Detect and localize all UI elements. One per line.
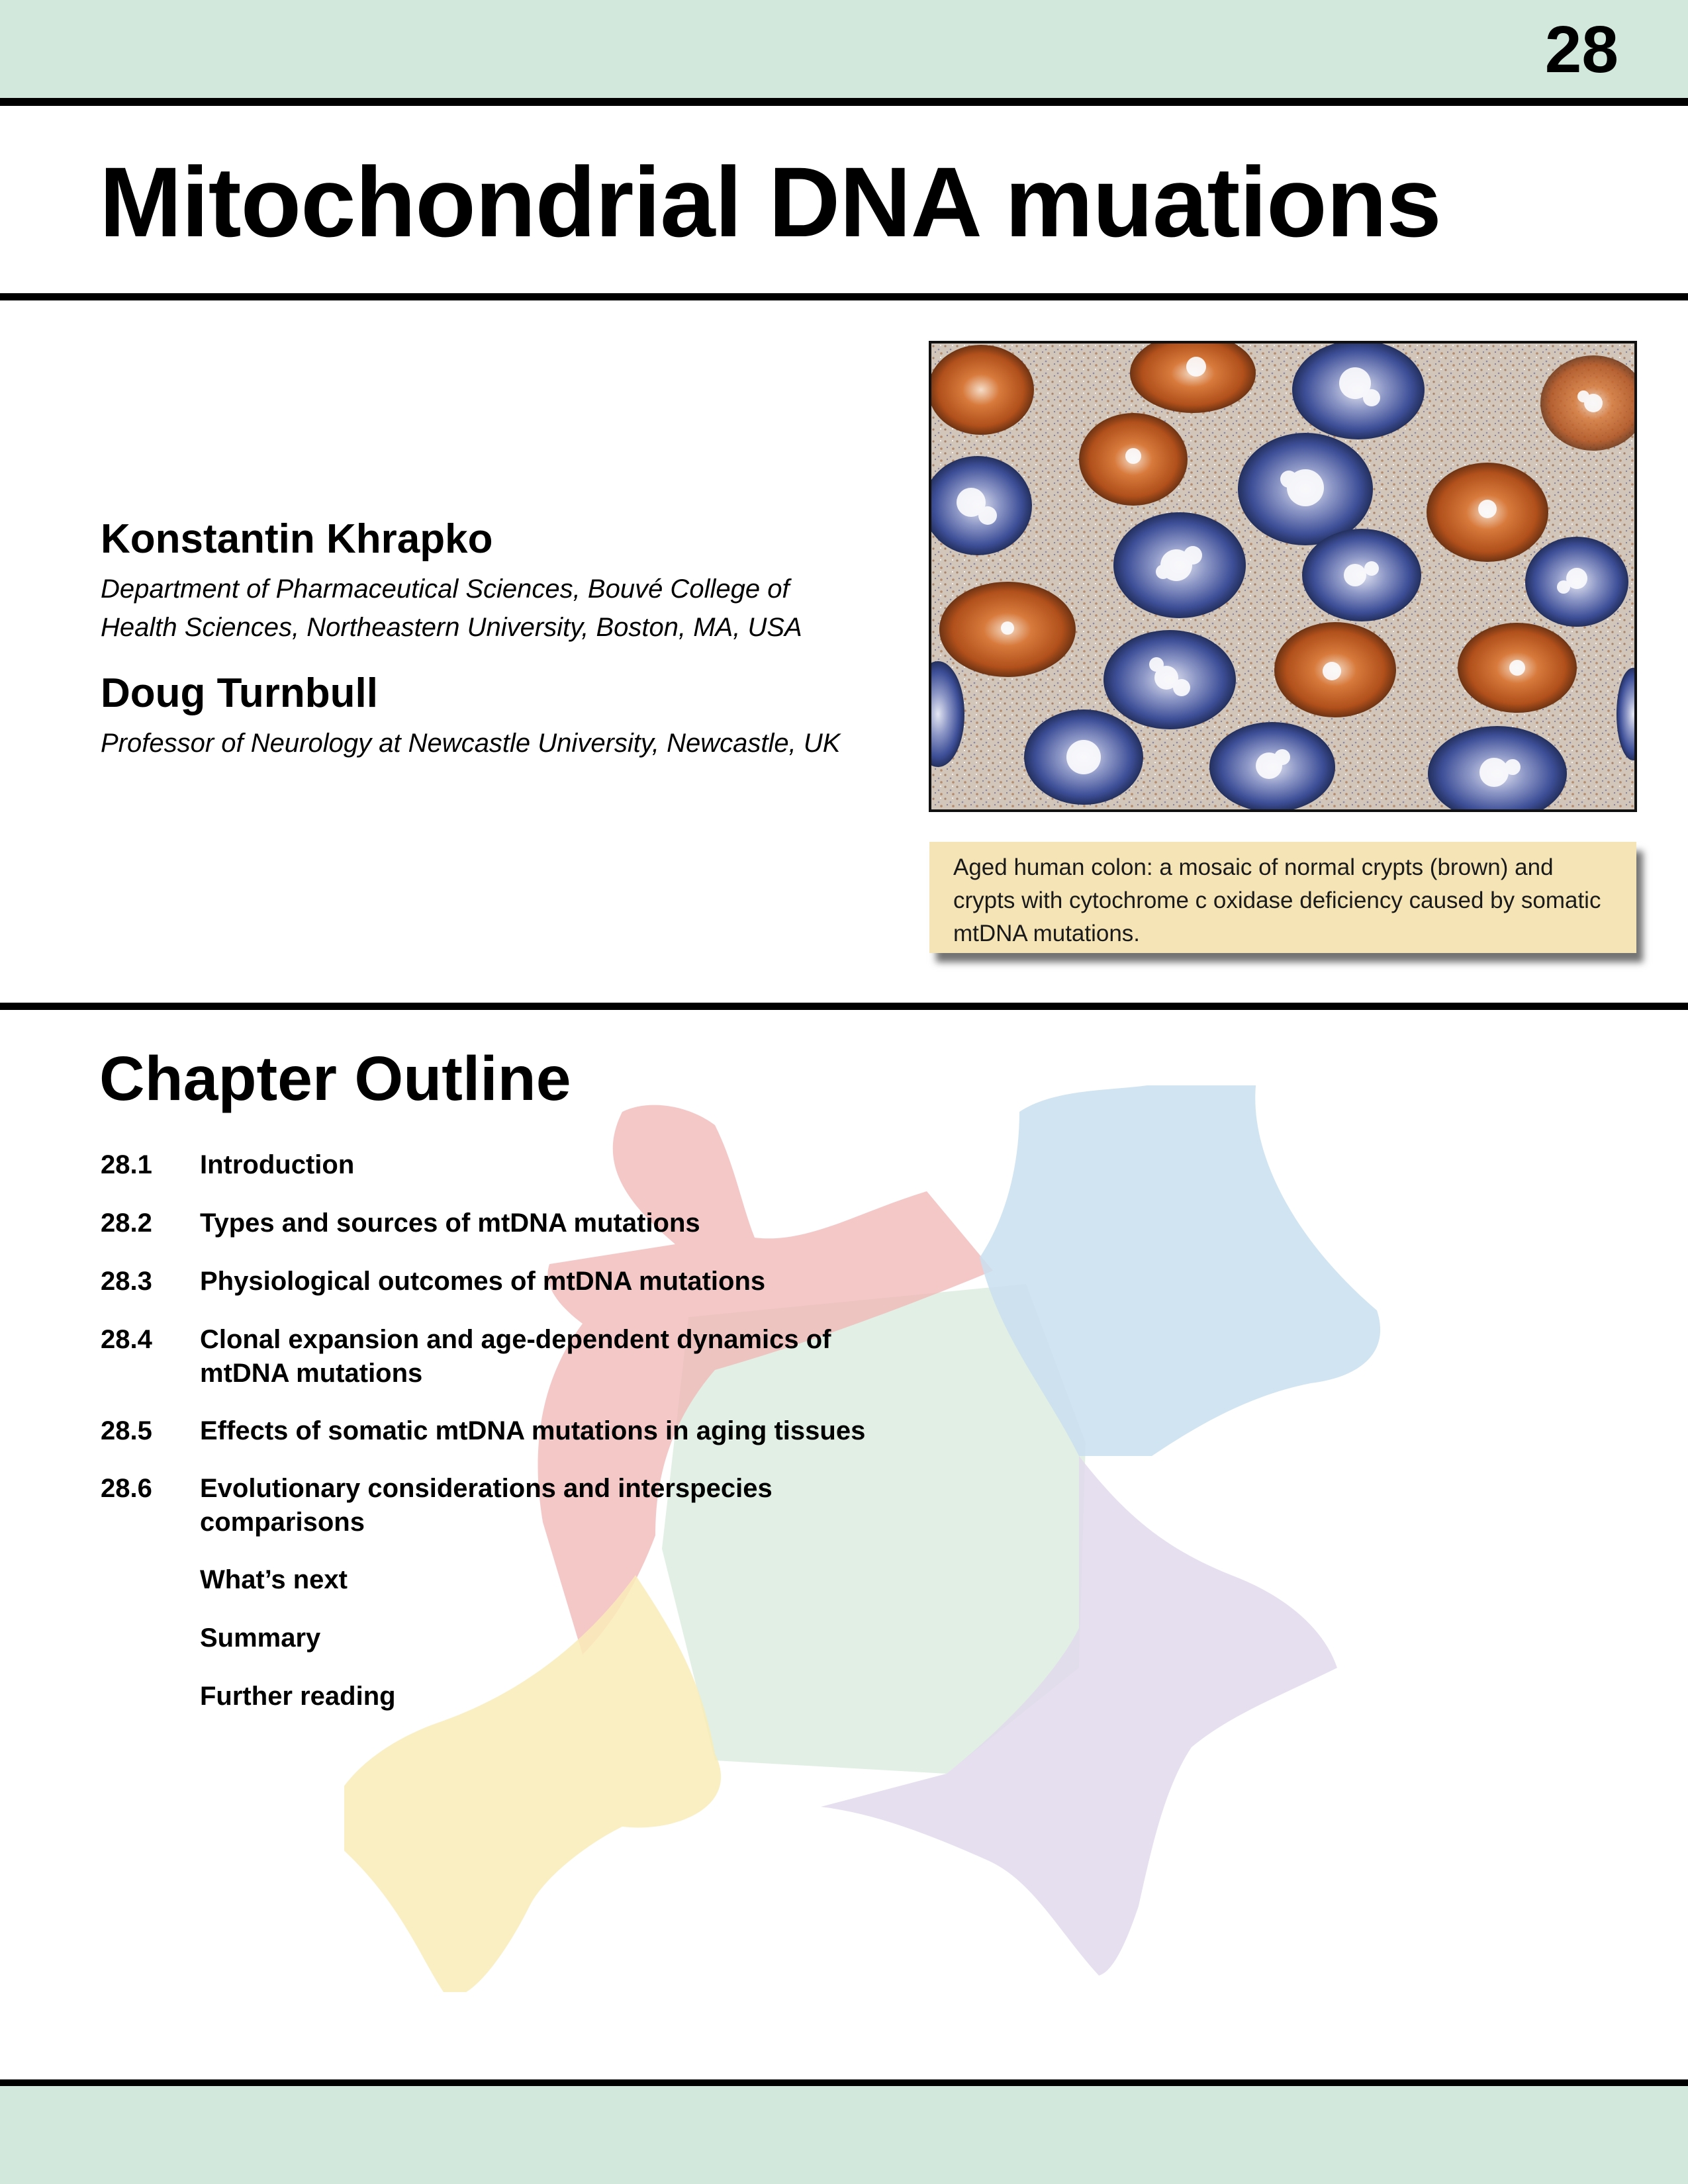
outline-label: Types and sources of mtDNA mutations bbox=[200, 1208, 700, 1238]
outline-item-28-3[interactable] bbox=[101, 1265, 882, 1298]
author-block-2 bbox=[101, 667, 855, 762]
outline-label: What’s next bbox=[200, 1565, 348, 1594]
outline-number: 28.3 bbox=[101, 1267, 152, 1296]
title-rule bbox=[0, 293, 1688, 300]
outline-label: Evolutionary considerations and interspecies comparisons bbox=[200, 1474, 773, 1537]
outline-label: Physiological outcomes of mtDNA mutations bbox=[200, 1267, 766, 1296]
outline-label: Clonal expansion and age-dependent dynamics of mtDNA mutations bbox=[200, 1325, 831, 1388]
outline-label: Summary bbox=[200, 1623, 321, 1653]
outline-number: 28.4 bbox=[101, 1325, 152, 1354]
chapter-outline-heading: Chapter Outline bbox=[99, 1044, 571, 1114]
header-rule bbox=[0, 98, 1688, 106]
author-name: Konstantin Khrapko bbox=[101, 516, 493, 562]
outline-item-28-1[interactable] bbox=[101, 1148, 882, 1182]
outline-item-summary[interactable] bbox=[101, 1621, 882, 1655]
author-affiliation: Professor of Neurology at Newcastle University, Newcastle, UK bbox=[101, 729, 841, 758]
footer-rule bbox=[0, 2079, 1688, 2086]
page-title: Mitochondrial DNA muations bbox=[99, 146, 1441, 257]
section-rule bbox=[0, 1003, 1688, 1010]
outline-number: 28.5 bbox=[101, 1416, 152, 1445]
outline-item-28-2[interactable] bbox=[101, 1206, 882, 1240]
outline-item-28-6[interactable] bbox=[101, 1472, 882, 1539]
author-name: Doug Turnbull bbox=[101, 670, 378, 716]
outline-number: 28.2 bbox=[101, 1208, 152, 1238]
outline-item-28-4[interactable] bbox=[101, 1323, 882, 1390]
outline-label: Introduction bbox=[200, 1150, 355, 1179]
chapter-outline-list bbox=[101, 1148, 882, 1713]
outline-number: 28.1 bbox=[101, 1150, 152, 1179]
chapter-number: 28 bbox=[1544, 13, 1618, 87]
outline-item-28-5[interactable] bbox=[101, 1414, 882, 1448]
figure-caption-text: Aged human colon: a mosaic of normal crypts (brown) and crypts with cytochrome c oxidase deficiency caused by somatic mtDNA mutations. bbox=[953, 854, 1601, 946]
outline-label: Further reading bbox=[200, 1682, 396, 1711]
outline-number: 28.6 bbox=[101, 1474, 152, 1503]
header-band bbox=[0, 0, 1688, 98]
colon-micrograph bbox=[929, 341, 1637, 812]
outline-item-further-reading[interactable] bbox=[101, 1680, 882, 1713]
outline-item-whats-next[interactable] bbox=[101, 1563, 882, 1597]
author-block-1 bbox=[101, 513, 855, 647]
figure-caption bbox=[929, 842, 1636, 953]
outline-label: Effects of somatic mtDNA mutations in aging tissues bbox=[200, 1416, 866, 1445]
footer-band bbox=[0, 2086, 1688, 2184]
author-affiliation: Department of Pharmaceutical Sciences, Bouvé College of Health Sciences, Northeastern University, Boston, MA, USA bbox=[101, 574, 802, 642]
